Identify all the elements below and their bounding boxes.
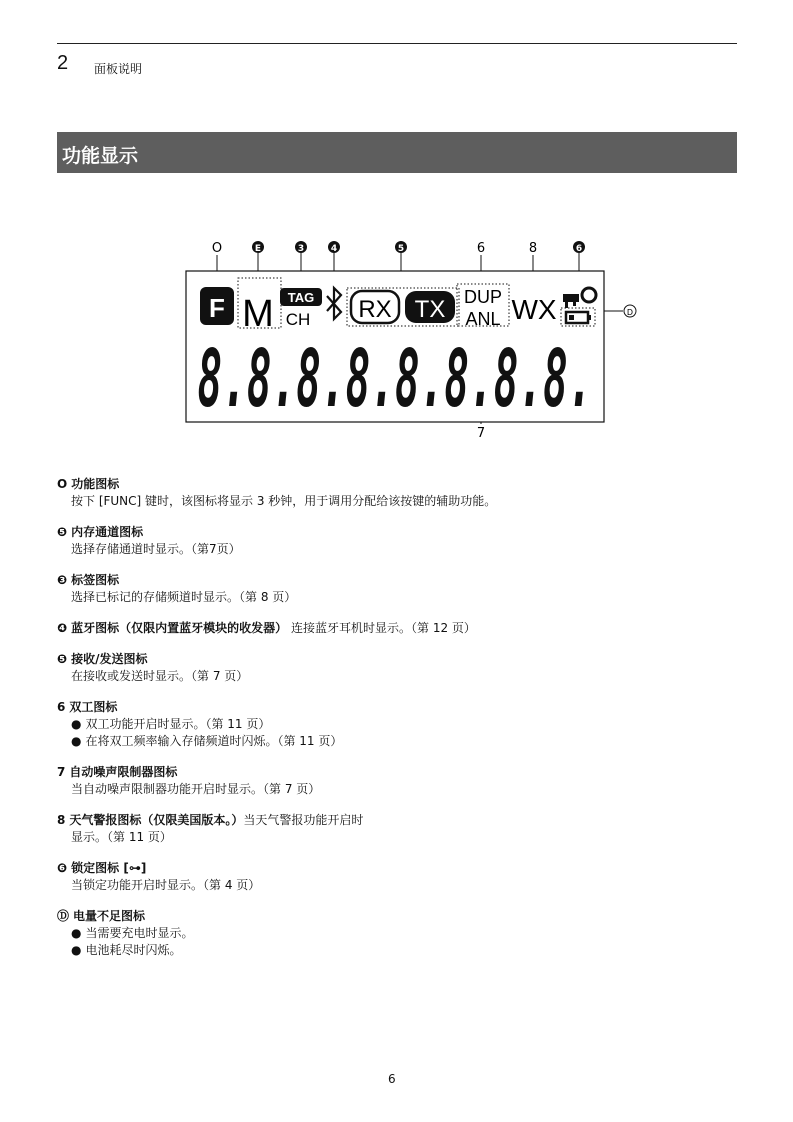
item-title: 锁定图标 [⊶]: [71, 861, 147, 875]
ch-icon: CH: [285, 310, 311, 329]
list-item: [57, 764, 737, 798]
list-item: [57, 908, 737, 959]
item-title: 内存通道图标: [71, 525, 144, 539]
callout-label: 8: [528, 241, 538, 256]
tx-icon-label: TX: [414, 296, 446, 323]
item-title: 功能图标: [71, 477, 120, 491]
bullet-item: ● 在将双工频率输入存储频道时闪烁。（第 11 页）: [71, 734, 343, 748]
tag-icon-label: TAG: [287, 290, 315, 305]
callout-label: 6: [575, 244, 583, 254]
item-marker: O: [57, 477, 68, 491]
mem-icon: M: [242, 293, 274, 335]
callout-label: 4: [330, 244, 338, 254]
anl-icon: ANL: [465, 309, 501, 329]
callout-label: E: [254, 244, 262, 254]
chapter-title: 面板说明: [94, 62, 143, 76]
item-description: 当锁定功能开启时显示。（第 4 页）: [71, 878, 261, 892]
func-icon-label: F: [209, 293, 225, 323]
callout-label: 5: [397, 244, 405, 254]
list-item: [57, 860, 737, 894]
bullet-text: 在将双工频率输入存储频道时闪烁。（第 11 页）: [85, 734, 343, 748]
item-title: 自动噪声限制器图标: [69, 765, 178, 779]
callout-label: 6: [476, 241, 486, 256]
callout-label: 7: [476, 426, 486, 441]
item-title: 天气警报图标（仅限美国版本。）: [69, 813, 244, 827]
list-item: [57, 620, 737, 637]
icon-descriptions: [57, 476, 737, 973]
item-description: 当天气警报功能开启时: [243, 813, 364, 827]
bullet-text: 当需要充电时显示。: [85, 926, 194, 940]
list-item: [57, 699, 737, 750]
item-description: 显示。（第 11 页）: [71, 830, 172, 844]
section-title: 功能显示: [62, 145, 139, 167]
item-title: 蓝牙图标（仅限内置蓝牙模块的收发器）: [71, 621, 288, 635]
item-marker: 6: [57, 700, 66, 714]
lcd-digits: 8.8.8.8.8.8.8.8.: [197, 333, 593, 425]
item-marker: ❹: [57, 621, 68, 635]
callout-label: 3: [297, 244, 305, 254]
item-marker: Ⓓ: [57, 909, 70, 923]
item-marker: ❻: [57, 861, 68, 875]
item-description: 按下 [FUNC] 键时，该图标将显示 3 秒钟，用于调用分配给该按键的辅助功能。: [71, 494, 497, 508]
list-item: [57, 812, 737, 846]
bullet-text: 双工功能开启时显示。（第 11 页）: [85, 717, 271, 731]
item-description: 当自动噪声限制器功能开启时显示。（第 7 页）: [71, 782, 321, 796]
bullet-text: 电池耗尽时闪烁。: [85, 943, 182, 957]
bullet-item: ● 电池耗尽时闪烁。: [71, 943, 182, 957]
item-description: 选择存储通道时显示。（第7页）: [71, 542, 241, 556]
chapter-number: 2: [57, 52, 69, 74]
item-title: 标签图标: [71, 573, 120, 587]
item-marker: ❸: [57, 573, 68, 587]
list-item: [57, 476, 737, 510]
item-title: 电量不足图标: [73, 909, 146, 923]
section-header: [57, 132, 737, 173]
callout-label: O: [211, 241, 223, 256]
dup-icon: DUP: [463, 287, 503, 307]
item-title: 接收/发送图标: [71, 652, 148, 666]
item-marker: 7: [57, 765, 66, 779]
item-marker: ❺: [57, 652, 68, 666]
item-title: 双工图标: [69, 700, 118, 714]
wx-icon: WX: [511, 294, 557, 325]
header-rule: [57, 43, 737, 44]
page-number: 6: [388, 1072, 396, 1086]
item-marker: 8: [57, 813, 66, 827]
lcd-figure: [170, 234, 650, 444]
lcd-diagram: [170, 234, 650, 444]
item-description: 在接收或发送时显示。（第 7 页）: [71, 669, 249, 683]
callout-label: D: [626, 308, 634, 317]
item-description: 连接蓝牙耳机时显示。（第 12 页）: [291, 621, 476, 635]
bullet-item: ● 双工功能开启时显示。（第 11 页）: [71, 717, 271, 731]
list-item: [57, 651, 737, 685]
list-item: [57, 524, 737, 558]
list-item: [57, 572, 737, 606]
rx-icon-label: RX: [358, 296, 392, 323]
item-marker: ❺: [57, 525, 68, 539]
bullet-item: ● 当需要充电时显示。: [71, 926, 194, 940]
item-description: 选择已标记的存储频道时显示。（第 8 页）: [71, 590, 297, 604]
